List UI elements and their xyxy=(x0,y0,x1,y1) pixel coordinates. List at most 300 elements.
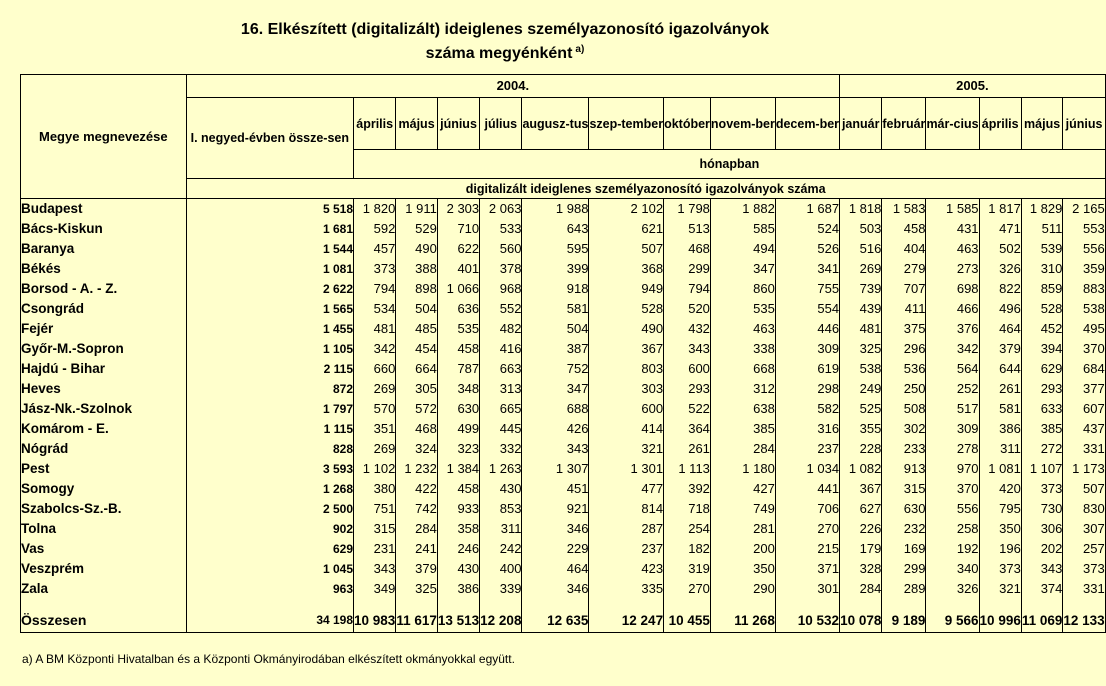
spacer-cell xyxy=(354,599,396,609)
q1-total-cell: 1 081 xyxy=(186,259,353,279)
value-cell: 538 xyxy=(1063,299,1105,319)
q1-total-cell: 902 xyxy=(186,519,353,539)
value-cell: 636 xyxy=(437,299,479,319)
value-cell: 9 189 xyxy=(882,609,926,633)
value-cell: 630 xyxy=(437,399,479,419)
value-cell: 202 xyxy=(1021,539,1063,559)
q1-total-cell: 1 797 xyxy=(186,399,353,419)
value-cell: 342 xyxy=(354,339,396,359)
q1-total-cell: 1 268 xyxy=(186,479,353,499)
q1-total-cell: 963 xyxy=(186,579,353,599)
value-cell: 232 xyxy=(882,519,926,539)
q1-total-cell: 1 045 xyxy=(186,559,353,579)
value-cell: 1 818 xyxy=(840,199,882,220)
q1-total-header: I. negyed-évben össze-sen xyxy=(186,98,353,179)
value-cell: 394 xyxy=(1021,339,1063,359)
value-cell: 331 xyxy=(1063,579,1105,599)
value-cell: 370 xyxy=(1063,339,1105,359)
county-name: Zala xyxy=(21,579,187,599)
q1-total-cell: 2 622 xyxy=(186,279,353,299)
value-cell: 570 xyxy=(354,399,396,419)
value-cell: 552 xyxy=(480,299,522,319)
value-cell: 342 xyxy=(926,339,979,359)
value-cell: 1 180 xyxy=(710,459,775,479)
value-cell: 367 xyxy=(589,339,664,359)
value-cell: 237 xyxy=(775,439,839,459)
value-cell: 422 xyxy=(396,479,438,499)
q1-total-cell: 1 105 xyxy=(186,339,353,359)
spacer-row xyxy=(21,599,1106,609)
value-cell: 299 xyxy=(882,559,926,579)
value-cell: 968 xyxy=(480,279,522,299)
title-line-1: 16. Elkészített (digitalizált) ideiglenes személyazonosító igazolványok xyxy=(240,21,770,38)
value-cell: 439 xyxy=(840,299,882,319)
value-cell: 592 xyxy=(354,219,396,239)
value-cell: 464 xyxy=(979,319,1021,339)
year-2004-header: 2004. xyxy=(186,75,839,98)
month-header-2004-6: október xyxy=(664,98,711,150)
month-header-2005-2: már-cius xyxy=(926,98,979,150)
value-cell: 200 xyxy=(710,539,775,559)
value-cell: 319 xyxy=(664,559,711,579)
value-cell: 348 xyxy=(437,379,479,399)
value-cell: 1 113 xyxy=(664,459,711,479)
value-cell: 458 xyxy=(882,219,926,239)
value-cell: 860 xyxy=(710,279,775,299)
table-row xyxy=(21,239,1106,259)
value-cell: 504 xyxy=(396,299,438,319)
value-cell: 311 xyxy=(979,439,1021,459)
value-cell: 269 xyxy=(354,379,396,399)
value-cell: 192 xyxy=(926,539,979,559)
value-cell: 252 xyxy=(926,379,979,399)
value-cell: 11 617 xyxy=(396,609,438,633)
value-cell: 385 xyxy=(710,419,775,439)
value-cell: 468 xyxy=(396,419,438,439)
value-cell: 411 xyxy=(882,299,926,319)
spacer-cell xyxy=(882,599,926,609)
value-cell: 581 xyxy=(522,299,589,319)
value-cell: 430 xyxy=(480,479,522,499)
value-cell: 257 xyxy=(1063,539,1105,559)
county-name: Borsod - A. - Z. xyxy=(21,279,187,299)
value-cell: 458 xyxy=(437,479,479,499)
value-cell: 324 xyxy=(396,439,438,459)
value-cell: 1 820 xyxy=(354,199,396,220)
value-cell: 347 xyxy=(710,259,775,279)
value-cell: 619 xyxy=(775,359,839,379)
q1-total-cell: 1 681 xyxy=(186,219,353,239)
value-cell: 270 xyxy=(664,579,711,599)
value-cell: 11 069 xyxy=(1021,609,1063,633)
value-cell: 368 xyxy=(589,259,664,279)
value-cell: 464 xyxy=(522,559,589,579)
value-cell: 503 xyxy=(840,219,882,239)
value-cell: 526 xyxy=(775,239,839,259)
value-cell: 520 xyxy=(664,299,711,319)
county-column-header: Megye megnevezése xyxy=(21,75,187,199)
value-cell: 538 xyxy=(840,359,882,379)
table-row xyxy=(21,499,1106,519)
value-cell: 524 xyxy=(775,219,839,239)
value-cell: 9 566 xyxy=(926,609,979,633)
q1-total-cell: 3 593 xyxy=(186,459,353,479)
value-cell: 490 xyxy=(396,239,438,259)
value-cell: 794 xyxy=(354,279,396,299)
value-cell: 338 xyxy=(710,339,775,359)
value-cell: 233 xyxy=(882,439,926,459)
year-2005-header: 2005. xyxy=(840,75,1106,98)
value-cell: 751 xyxy=(354,499,396,519)
value-cell: 310 xyxy=(1021,259,1063,279)
value-cell: 325 xyxy=(396,579,438,599)
value-cell: 1 034 xyxy=(775,459,839,479)
value-cell: 261 xyxy=(979,379,1021,399)
q1-total-cell: 629 xyxy=(186,539,353,559)
value-cell: 853 xyxy=(480,499,522,519)
value-cell: 564 xyxy=(926,359,979,379)
value-cell: 466 xyxy=(926,299,979,319)
value-cell: 451 xyxy=(522,479,589,499)
value-cell: 535 xyxy=(710,299,775,319)
value-cell: 742 xyxy=(396,499,438,519)
value-cell: 508 xyxy=(882,399,926,419)
value-cell: 2 165 xyxy=(1063,199,1105,220)
value-cell: 463 xyxy=(710,319,775,339)
value-cell: 386 xyxy=(437,579,479,599)
value-cell: 430 xyxy=(437,559,479,579)
value-cell: 373 xyxy=(979,559,1021,579)
table-row xyxy=(21,539,1106,559)
q1-total-cell: 1 115 xyxy=(186,419,353,439)
table-row xyxy=(21,519,1106,539)
value-cell: 454 xyxy=(396,339,438,359)
spacer-cell xyxy=(775,599,839,609)
value-cell: 535 xyxy=(437,319,479,339)
value-cell: 343 xyxy=(522,439,589,459)
value-cell: 933 xyxy=(437,499,479,519)
value-cell: 458 xyxy=(437,339,479,359)
value-cell: 12 208 xyxy=(480,609,522,633)
value-cell: 554 xyxy=(775,299,839,319)
value-cell: 414 xyxy=(589,419,664,439)
title-footnote-mark: a) xyxy=(575,43,585,55)
value-cell: 309 xyxy=(775,339,839,359)
value-cell: 427 xyxy=(710,479,775,499)
value-cell: 1 102 xyxy=(354,459,396,479)
value-cell: 379 xyxy=(979,339,1021,359)
value-cell: 281 xyxy=(710,519,775,539)
county-name: Fejér xyxy=(21,319,187,339)
value-cell: 471 xyxy=(979,219,1021,239)
value-cell: 364 xyxy=(664,419,711,439)
value-cell: 463 xyxy=(926,239,979,259)
value-cell: 284 xyxy=(710,439,775,459)
value-cell: 349 xyxy=(354,579,396,599)
value-cell: 688 xyxy=(522,399,589,419)
value-cell: 426 xyxy=(522,419,589,439)
value-cell: 595 xyxy=(522,239,589,259)
data-table xyxy=(20,74,1106,633)
value-cell: 814 xyxy=(589,499,664,519)
value-cell: 822 xyxy=(979,279,1021,299)
value-cell: 340 xyxy=(926,559,979,579)
value-cell: 706 xyxy=(775,499,839,519)
county-name: Összesen xyxy=(21,609,187,633)
value-cell: 1 232 xyxy=(396,459,438,479)
value-cell: 441 xyxy=(775,479,839,499)
value-cell: 169 xyxy=(882,539,926,559)
value-cell: 315 xyxy=(354,519,396,539)
month-header-2004-1: május xyxy=(396,98,438,150)
value-cell: 445 xyxy=(480,419,522,439)
value-cell: 494 xyxy=(710,239,775,259)
value-cell: 379 xyxy=(396,559,438,579)
value-cell: 1 066 xyxy=(437,279,479,299)
month-header-2004-4: augusz-tus xyxy=(522,98,589,150)
value-cell: 622 xyxy=(437,239,479,259)
value-cell: 446 xyxy=(775,319,839,339)
q1-total-cell: 1 565 xyxy=(186,299,353,319)
value-cell: 226 xyxy=(840,519,882,539)
monthly-label: hónapban xyxy=(354,150,1106,179)
spacer-cell xyxy=(522,599,589,609)
value-cell: 370 xyxy=(926,479,979,499)
value-cell: 630 xyxy=(882,499,926,519)
month-header-2004-5: szep-tember xyxy=(589,98,664,150)
value-cell: 830 xyxy=(1063,499,1105,519)
value-cell: 525 xyxy=(840,399,882,419)
county-name: Veszprém xyxy=(21,559,187,579)
value-cell: 572 xyxy=(396,399,438,419)
title-line-2-text: száma megyénként xyxy=(425,45,573,62)
value-cell: 373 xyxy=(354,259,396,279)
table-row xyxy=(21,259,1106,279)
value-cell: 179 xyxy=(840,539,882,559)
value-cell: 279 xyxy=(882,259,926,279)
value-cell: 404 xyxy=(882,239,926,259)
county-name: Hajdú - Bihar xyxy=(21,359,187,379)
value-cell: 296 xyxy=(882,339,926,359)
value-cell: 250 xyxy=(882,379,926,399)
value-cell: 633 xyxy=(1021,399,1063,419)
value-cell: 1 081 xyxy=(979,459,1021,479)
value-cell: 517 xyxy=(926,399,979,419)
table-header xyxy=(21,75,1106,199)
spacer-cell xyxy=(1021,599,1063,609)
table-row xyxy=(21,339,1106,359)
value-cell: 795 xyxy=(979,499,1021,519)
table-row xyxy=(21,219,1106,239)
value-cell: 10 983 xyxy=(354,609,396,633)
value-cell: 11 268 xyxy=(710,609,775,633)
value-cell: 343 xyxy=(354,559,396,579)
value-cell: 351 xyxy=(354,419,396,439)
value-cell: 1 107 xyxy=(1021,459,1063,479)
value-cell: 1 307 xyxy=(522,459,589,479)
county-name: Pest xyxy=(21,459,187,479)
value-cell: 272 xyxy=(1021,439,1063,459)
value-cell: 254 xyxy=(664,519,711,539)
value-cell: 290 xyxy=(710,579,775,599)
value-cell: 665 xyxy=(480,399,522,419)
spacer-cell xyxy=(1063,599,1105,609)
value-cell: 1 585 xyxy=(926,199,979,220)
value-cell: 432 xyxy=(664,319,711,339)
value-cell: 627 xyxy=(840,499,882,519)
value-cell: 684 xyxy=(1063,359,1105,379)
spacer-cell xyxy=(840,599,882,609)
value-cell: 883 xyxy=(1063,279,1105,299)
value-cell: 490 xyxy=(589,319,664,339)
value-cell: 1 988 xyxy=(522,199,589,220)
month-header-2004-2: június xyxy=(437,98,479,150)
value-cell: 1 829 xyxy=(1021,199,1063,220)
value-cell: 321 xyxy=(589,439,664,459)
value-cell: 2 303 xyxy=(437,199,479,220)
value-cell: 301 xyxy=(775,579,839,599)
spacer-cell xyxy=(437,599,479,609)
value-cell: 346 xyxy=(522,579,589,599)
value-cell: 710 xyxy=(437,219,479,239)
q1-total-cell: 828 xyxy=(186,439,353,459)
q1-total-cell: 5 518 xyxy=(186,199,353,220)
value-cell: 387 xyxy=(522,339,589,359)
value-cell: 468 xyxy=(664,239,711,259)
table-row xyxy=(21,199,1106,220)
value-cell: 326 xyxy=(926,579,979,599)
q1-total-cell: 1 544 xyxy=(186,239,353,259)
value-cell: 644 xyxy=(979,359,1021,379)
value-cell: 284 xyxy=(840,579,882,599)
value-cell: 302 xyxy=(882,419,926,439)
spacer-cell xyxy=(926,599,979,609)
value-cell: 10 455 xyxy=(664,609,711,633)
table-row xyxy=(21,379,1106,399)
value-cell: 309 xyxy=(926,419,979,439)
value-cell: 269 xyxy=(354,439,396,459)
table-row xyxy=(21,359,1106,379)
value-cell: 560 xyxy=(480,239,522,259)
table-row xyxy=(21,399,1106,419)
value-cell: 1 687 xyxy=(775,199,839,220)
value-cell: 316 xyxy=(775,419,839,439)
value-cell: 752 xyxy=(522,359,589,379)
value-cell: 534 xyxy=(354,299,396,319)
value-cell: 228 xyxy=(840,439,882,459)
value-cell: 607 xyxy=(1063,399,1105,419)
value-cell: 739 xyxy=(840,279,882,299)
value-cell: 477 xyxy=(589,479,664,499)
county-name: Somogy xyxy=(21,479,187,499)
value-cell: 386 xyxy=(979,419,1021,439)
value-cell: 556 xyxy=(1063,239,1105,259)
value-cell: 495 xyxy=(1063,319,1105,339)
value-cell: 629 xyxy=(1021,359,1063,379)
value-cell: 663 xyxy=(480,359,522,379)
value-cell: 643 xyxy=(522,219,589,239)
value-cell: 347 xyxy=(522,379,589,399)
value-cell: 794 xyxy=(664,279,711,299)
month-header-2005-1: február xyxy=(882,98,926,150)
value-cell: 707 xyxy=(882,279,926,299)
value-cell: 1 882 xyxy=(710,199,775,220)
value-cell: 305 xyxy=(396,379,438,399)
value-cell: 284 xyxy=(396,519,438,539)
value-cell: 2 063 xyxy=(480,199,522,220)
table-row xyxy=(21,319,1106,339)
value-cell: 215 xyxy=(775,539,839,559)
value-cell: 287 xyxy=(589,519,664,539)
value-cell: 660 xyxy=(354,359,396,379)
value-cell: 859 xyxy=(1021,279,1063,299)
value-cell: 496 xyxy=(979,299,1021,319)
value-cell: 533 xyxy=(480,219,522,239)
value-cell: 507 xyxy=(589,239,664,259)
value-cell: 313 xyxy=(480,379,522,399)
value-cell: 664 xyxy=(396,359,438,379)
value-cell: 270 xyxy=(775,519,839,539)
metric-label: digitalizált ideiglenes személyazonosító igazolványok száma xyxy=(186,179,1105,199)
value-cell: 367 xyxy=(840,479,882,499)
value-cell: 516 xyxy=(840,239,882,259)
value-cell: 241 xyxy=(396,539,438,559)
county-name: Vas xyxy=(21,539,187,559)
value-cell: 373 xyxy=(1021,479,1063,499)
value-cell: 12 133 xyxy=(1063,609,1105,633)
value-cell: 921 xyxy=(522,499,589,519)
value-cell: 481 xyxy=(840,319,882,339)
value-cell: 481 xyxy=(354,319,396,339)
value-cell: 312 xyxy=(710,379,775,399)
value-cell: 343 xyxy=(1021,559,1063,579)
table-row xyxy=(21,279,1106,299)
value-cell: 12 635 xyxy=(522,609,589,633)
value-cell: 1 911 xyxy=(396,199,438,220)
value-cell: 522 xyxy=(664,399,711,419)
value-cell: 1 583 xyxy=(882,199,926,220)
table-row xyxy=(21,299,1106,319)
value-cell: 374 xyxy=(1021,579,1063,599)
value-cell: 371 xyxy=(775,559,839,579)
value-cell: 507 xyxy=(1063,479,1105,499)
value-cell: 339 xyxy=(480,579,522,599)
value-cell: 528 xyxy=(589,299,664,319)
value-cell: 399 xyxy=(522,259,589,279)
value-cell: 970 xyxy=(926,459,979,479)
value-cell: 10 996 xyxy=(979,609,1021,633)
value-cell: 668 xyxy=(710,359,775,379)
value-cell: 376 xyxy=(926,319,979,339)
value-cell: 261 xyxy=(664,439,711,459)
footnote: a) A BM Központi Hivatalban és a Központi Okmányirodában elkészített okmányokkal együtt. xyxy=(22,652,515,666)
spacer-cell xyxy=(396,599,438,609)
value-cell: 346 xyxy=(522,519,589,539)
spacer-cell xyxy=(664,599,711,609)
county-name: Budapest xyxy=(21,199,187,220)
value-cell: 400 xyxy=(480,559,522,579)
month-header-2005-4: május xyxy=(1021,98,1063,150)
table-row xyxy=(21,559,1106,579)
table-row xyxy=(21,439,1106,459)
value-cell: 231 xyxy=(354,539,396,559)
q1-total-cell: 2 500 xyxy=(186,499,353,519)
value-cell: 293 xyxy=(1021,379,1063,399)
title-line-2 xyxy=(0,42,1010,66)
value-cell: 513 xyxy=(664,219,711,239)
table-row xyxy=(21,579,1106,599)
q1-total-cell: 872 xyxy=(186,379,353,399)
